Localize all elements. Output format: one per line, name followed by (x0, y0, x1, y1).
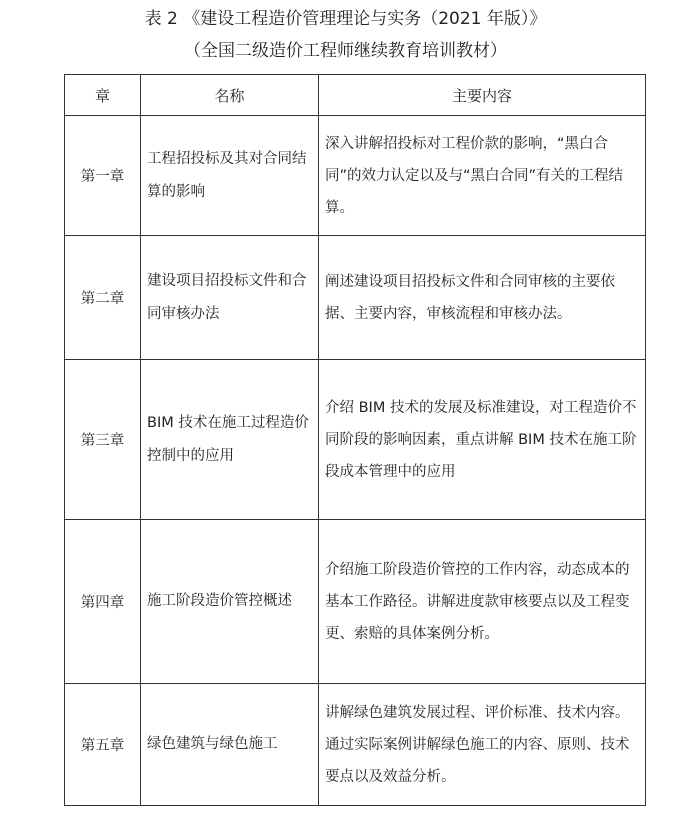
row-content: 介绍施工阶段造价管控的工作内容，动态成本的基本工作路径。讲解进度款审核要点以及工程变更、索赔的具体案例分析。 (319, 520, 646, 684)
row-chapter: 第三章 (65, 360, 141, 520)
row-name: BIM 技术在施工过程造价控制中的应用 (141, 360, 319, 520)
header-name: 名称 (141, 75, 319, 116)
table-row (65, 236, 646, 360)
table-row (65, 520, 646, 684)
header-chapter: 章 (65, 75, 141, 116)
course-table (64, 74, 646, 806)
row-name: 工程招投标及其对合同结算的影响 (141, 116, 319, 236)
table-row (65, 116, 646, 236)
table-title: 表 2 《建设工程造价管理理论与实务（2021 年版）》 (144, 9, 547, 29)
row-name: 施工阶段造价管控概述 (141, 520, 319, 684)
header-content: 主要内容 (319, 75, 646, 116)
row-name: 绿色建筑与绿色施工 (141, 684, 319, 806)
table-subtitle: （全国二级造价工程师继续教育培训教材） (184, 41, 507, 61)
row-content: 深入讲解招投标对工程价款的影响，“黑白合同”的效力认定以及与“黑白合同”有关的工程结算。 (319, 116, 646, 236)
row-name: 建设项目招投标文件和合同审核办法 (141, 236, 319, 360)
row-chapter: 第一章 (65, 116, 141, 236)
row-chapter: 第五章 (65, 684, 141, 806)
table-row (65, 360, 646, 520)
header-row (65, 75, 646, 116)
row-content: 阐述建设项目招投标文件和合同审核的主要依据、主要内容，审核流程和审核办法。 (319, 236, 646, 360)
row-content: 讲解绿色建筑发展过程、评价标准、技术内容。通过实际案例讲解绿色施工的内容、原则、技术要点以及效益分析。 (319, 684, 646, 806)
row-content: 介绍 BIM 技术的发展及标准建设，对工程造价不同阶段的影响因素，重点讲解 BIM 技术在施工阶段成本管理中的应用 (319, 360, 646, 520)
row-chapter: 第四章 (65, 520, 141, 684)
table-row (65, 684, 646, 806)
row-chapter: 第二章 (65, 236, 141, 360)
